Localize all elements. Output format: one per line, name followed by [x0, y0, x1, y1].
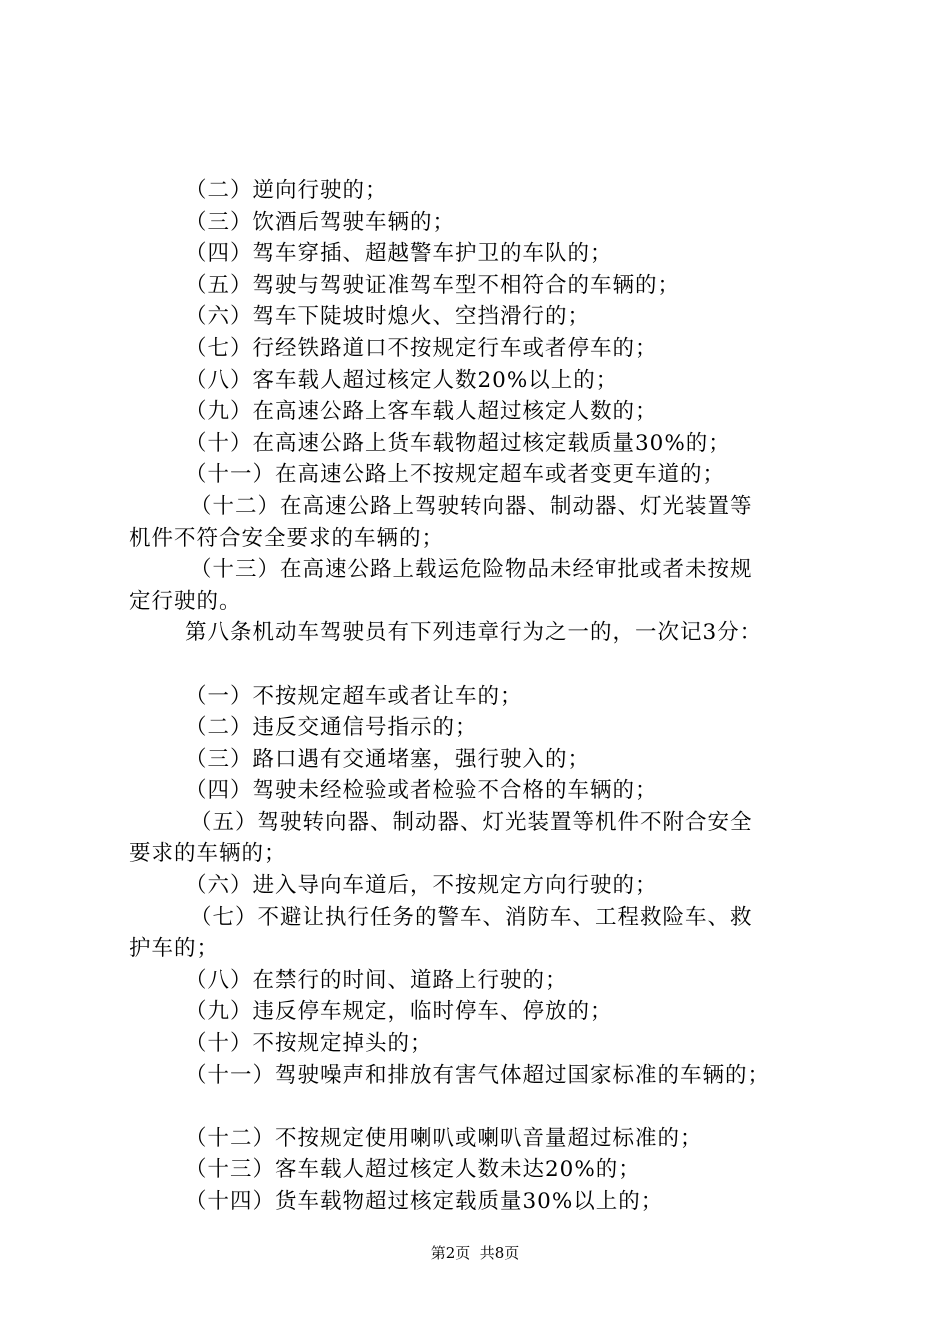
list-item: （四）驾驶未经检验或者检验不合格的车辆的； [185, 778, 658, 804]
list-item-continuation: 护车的； [129, 936, 220, 962]
list-item: （九）在高速公路上客车载人超过核定人数的； [185, 399, 658, 425]
list-item: （十）在高速公路上货车载物超过核定载质量30%的； [185, 430, 731, 456]
list-item: （二）逆向行驶的； [185, 178, 388, 203]
list-item-continuation: 要求的车辆的； [129, 841, 287, 867]
blank-line [129, 1091, 834, 1123]
list-item-continuation: 机件不符合安全要求的车辆的； [129, 525, 445, 551]
list-item: （九）违反停车规定，临时停车、停放的； [185, 999, 613, 1025]
document-body [129, 175, 834, 1218]
list-item: （十三）在高速公路上载运危险物品未经审批或者未按规 [190, 557, 753, 583]
list-item: （八）客车载人超过核定人数20%以上的； [185, 367, 619, 393]
list-item: （四）驾车穿插、超越警车护卫的车队的； [185, 241, 613, 267]
list-item: （六）进入导向车道后，不按规定方向行驶的； [185, 873, 658, 899]
list-item: （二）违反交通信号指示的； [185, 715, 478, 741]
list-item: （十二）在高速公路上驾驶转向器、制动器、灯光装置等 [190, 493, 753, 519]
list-item: （十一）在高速公路上不按规定超车或者变更车道的； [185, 462, 726, 488]
list-item: （十）不按规定掉头的； [185, 1031, 433, 1057]
list-item: （六）驾车下陡坡时熄火、空挡滑行的； [185, 304, 591, 330]
list-item: （十一）驾驶噪声和排放有害气体超过国家标准的车辆的； [185, 1062, 771, 1088]
list-item: （七）不避让执行任务的警车、消防车、工程救险车、救 [190, 904, 753, 930]
list-item: （十四）货车载物超过核定载质量30%以上的； [185, 1189, 664, 1214]
article-heading: 第八条机动车驾驶员有下列违章行为之一的，一次记3分： [185, 620, 763, 646]
list-item: （十三）客车载人超过核定人数未达20%的； [185, 1157, 641, 1183]
list-item-continuation: 定行驶的。 [129, 588, 242, 614]
list-item: （五）驾驶转向器、制动器、灯光装置等机件不附合安全 [190, 809, 753, 835]
page-number: 第2页 共8页 [430, 1244, 520, 1262]
blank-line [129, 649, 834, 681]
page-footer [0, 1243, 950, 1263]
list-item: （五）驾驶与驾驶证准驾车型不相符合的车辆的； [185, 272, 681, 298]
list-item: （三）路口遇有交通堵塞，强行驶入的； [185, 746, 591, 772]
list-item: （十二）不按规定使用喇叭或喇叭音量超过标准的； [185, 1125, 703, 1151]
list-item: （八）在禁行的时间、道路上行驶的； [185, 967, 568, 993]
list-item: （七）行经铁路道口不按规定行车或者停车的； [185, 335, 658, 361]
list-item: （三）饮酒后驾驶车辆的； [185, 209, 456, 235]
list-item: （一）不按规定超车或者让车的； [185, 683, 523, 709]
